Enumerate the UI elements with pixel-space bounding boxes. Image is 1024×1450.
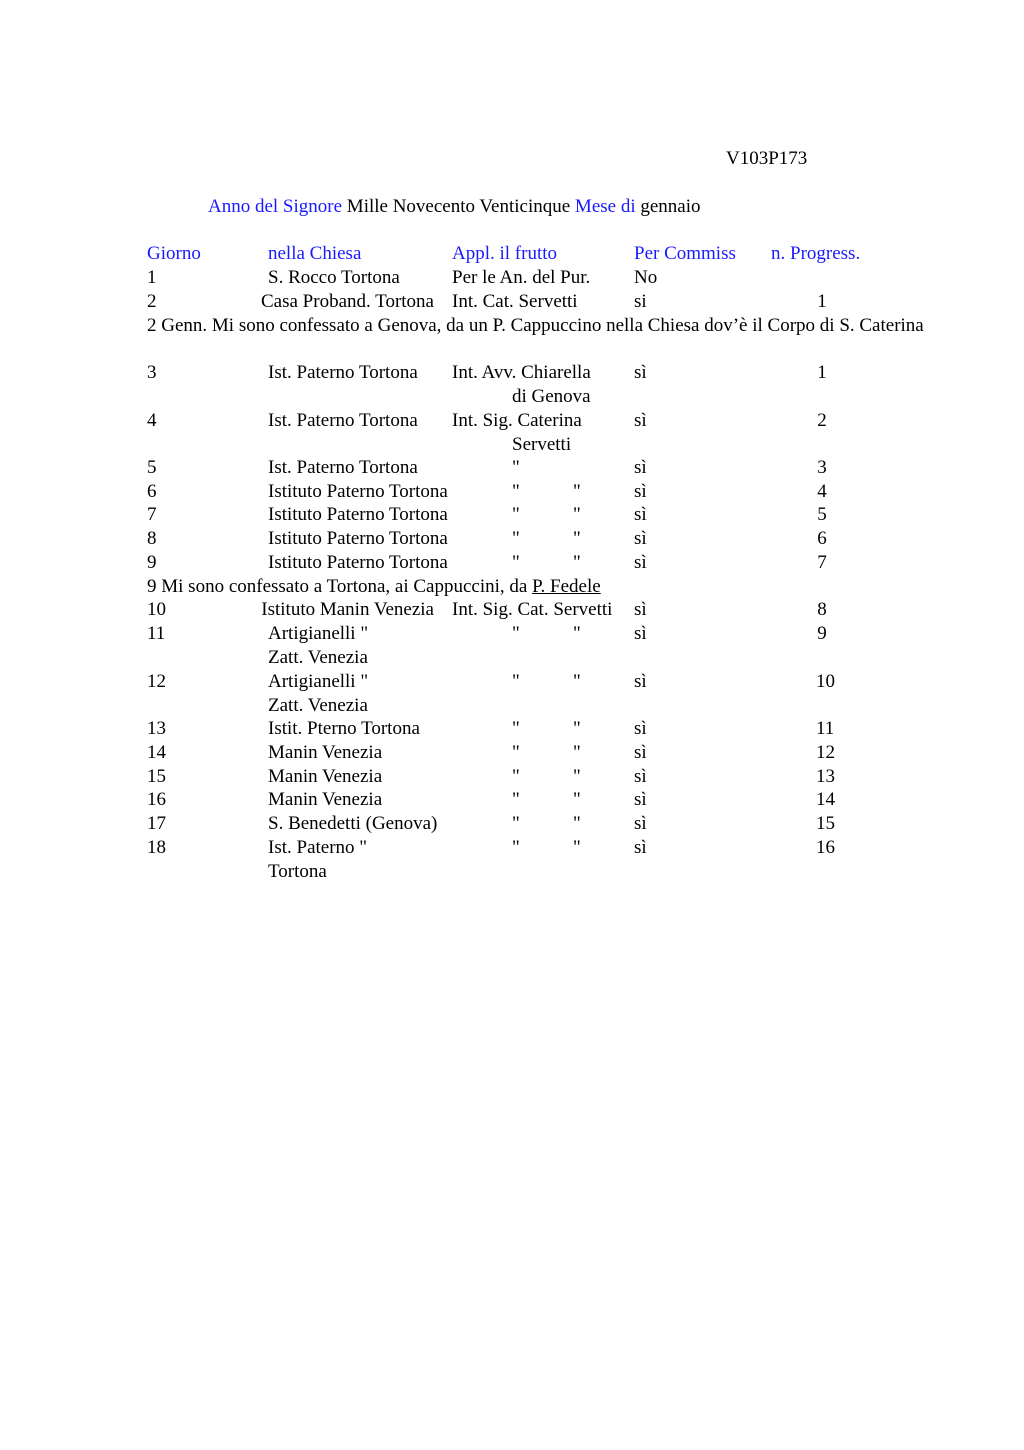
ditto-mark: " <box>512 718 520 739</box>
ditto-mark: " <box>512 528 520 549</box>
cell-chiesa: Ist. Paterno " <box>268 837 368 858</box>
cell-commiss: sì <box>634 362 647 383</box>
cell-commiss: sì <box>634 457 647 478</box>
ditto-mark: " <box>573 552 581 573</box>
cell-giorno: 8 <box>147 528 157 549</box>
cell-progress: 1 <box>817 291 827 312</box>
cell-frutto: Per le An. del Pur. <box>452 267 591 288</box>
cell-commiss: sì <box>634 528 647 549</box>
cell-frutto-continued: Servetti <box>512 434 572 455</box>
ditto-mark: " <box>512 457 520 478</box>
cell-chiesa: Istituto Paterno Tortona <box>268 504 448 525</box>
cell-progress: 15 <box>816 813 835 834</box>
ditto-mark: " <box>573 623 581 644</box>
cell-frutto: Int. Cat. Servetti <box>452 291 578 312</box>
cell-commiss: No <box>634 267 658 288</box>
mese-label: Mese di <box>574 196 636 217</box>
cell-commiss: sì <box>634 599 647 620</box>
cell-chiesa: Manin Venezia <box>268 742 383 763</box>
ditto-mark: " <box>573 718 581 739</box>
cell-chiesa: Manin Venezia <box>268 789 383 810</box>
cell-progress: 14 <box>816 789 835 810</box>
cell-progress: 3 <box>817 457 827 478</box>
cell-giorno: 1 <box>147 267 157 288</box>
cell-giorno: 13 <box>147 718 166 739</box>
ditto-mark: " <box>512 671 520 692</box>
ditto-mark: " <box>512 481 520 502</box>
cell-giorno: 10 <box>147 599 166 620</box>
ditto-mark: " <box>512 742 520 763</box>
cell-commiss: sì <box>634 481 647 502</box>
cell-commiss: sì <box>634 671 647 692</box>
ditto-mark: " <box>512 789 520 810</box>
cell-progress: 13 <box>816 766 835 787</box>
ditto-mark: " <box>573 789 581 810</box>
cell-commiss: si <box>634 291 647 312</box>
anno-value: Mille Novecento Venticinque <box>346 196 571 217</box>
cell-commiss: sì <box>634 552 647 573</box>
cell-progress: 7 <box>817 552 827 573</box>
cell-giorno: 11 <box>147 623 166 644</box>
cell-giorno: 6 <box>147 481 157 502</box>
col-header-frutto: Appl. il frutto <box>452 243 558 264</box>
cell-progress: 12 <box>816 742 835 763</box>
cell-giorno: 18 <box>147 837 166 858</box>
cell-progress: 1 <box>817 362 827 383</box>
cell-chiesa: Istit. Pterno Tortona <box>268 718 420 739</box>
cell-progress: 2 <box>817 410 827 431</box>
document-reference: V103P173 <box>726 148 808 169</box>
col-header-commiss: Per Commiss <box>634 243 736 264</box>
cell-frutto: Int. Sig. Caterina <box>452 410 582 431</box>
confession-note-9 <box>147 575 947 599</box>
ditto-mark: " <box>573 766 581 787</box>
cell-chiesa: Artigianelli " <box>268 623 369 644</box>
cell-chiesa-continued: Zatt. Venezia <box>268 695 368 716</box>
cell-giorno: 17 <box>147 813 166 834</box>
cell-progress: 6 <box>817 528 827 549</box>
cell-giorno: 16 <box>147 789 166 810</box>
ditto-mark: " <box>573 481 581 502</box>
ditto-mark: " <box>512 504 520 525</box>
cell-chiesa: Ist. Paterno Tortona <box>268 410 418 431</box>
cell-progress: 16 <box>816 837 835 858</box>
ditto-mark: " <box>573 528 581 549</box>
cell-progress: 11 <box>816 718 835 739</box>
ditto-mark: " <box>573 837 581 858</box>
cell-chiesa: Istituto Paterno Tortona <box>268 481 448 502</box>
cell-progress: 4 <box>817 481 827 502</box>
note-text: 9 Mi sono confessato a Tortona, ai Cappuccini, da <box>147 576 533 597</box>
cell-giorno: 5 <box>147 457 157 478</box>
cell-chiesa: Manin Venezia <box>268 766 383 787</box>
col-header-giorno: Giorno <box>147 243 201 264</box>
col-header-chiesa: nella Chiesa <box>268 243 362 264</box>
cell-chiesa: Artigianelli " <box>268 671 369 692</box>
cell-chiesa: Ist. Paterno Tortona <box>268 457 418 478</box>
cell-chiesa: Ist. Paterno Tortona <box>268 362 418 383</box>
cell-chiesa-continued: Tortona <box>268 861 327 882</box>
cell-frutto: Int. Sig. Cat. Servetti <box>452 599 613 620</box>
ditto-mark: " <box>573 671 581 692</box>
cell-commiss: sì <box>634 504 647 525</box>
ditto-mark: " <box>512 766 520 787</box>
ditto-mark: " <box>512 837 520 858</box>
cell-chiesa: Istituto Manin Venezia <box>261 599 434 620</box>
cell-frutto-continued: di Genova <box>512 386 591 407</box>
cell-commiss: sì <box>634 813 647 834</box>
cell-commiss: sì <box>634 410 647 431</box>
cell-giorno: 4 <box>147 410 157 431</box>
confessor-name: P. Fedele <box>532 576 601 597</box>
cell-progress: 8 <box>817 599 827 620</box>
cell-chiesa: Istituto Paterno Tortona <box>268 528 448 549</box>
cell-chiesa: Istituto Paterno Tortona <box>268 552 448 573</box>
cell-giorno: 9 <box>147 552 157 573</box>
cell-progress: 5 <box>817 504 827 525</box>
cell-chiesa-continued: Zatt. Venezia <box>268 647 368 668</box>
cell-progress: 10 <box>816 671 835 692</box>
cell-chiesa: S. Benedetti (Genova) <box>268 813 438 834</box>
col-header-progress: n. Progress. <box>771 243 861 264</box>
ditto-mark: " <box>573 742 581 763</box>
anno-label: Anno del Signore <box>208 196 343 217</box>
cell-commiss: sì <box>634 766 647 787</box>
cell-commiss: sì <box>634 623 647 644</box>
cell-chiesa: S. Rocco Tortona <box>268 267 400 288</box>
ditto-mark: " <box>573 504 581 525</box>
mese-value: gennaio <box>640 196 701 217</box>
cell-progress: 9 <box>817 623 827 644</box>
cell-commiss: sì <box>634 837 647 858</box>
ditto-mark: " <box>512 813 520 834</box>
cell-frutto: Int. Avv. Chiarella <box>452 362 591 383</box>
cell-giorno: 12 <box>147 671 166 692</box>
cell-giorno: 3 <box>147 362 157 383</box>
cell-giorno: 14 <box>147 742 166 763</box>
cell-giorno: 2 <box>147 291 157 312</box>
cell-commiss: sì <box>634 742 647 763</box>
ditto-mark: " <box>512 552 520 573</box>
cell-commiss: sì <box>634 718 647 739</box>
cell-giorno: 7 <box>147 504 157 525</box>
ditto-mark: " <box>573 813 581 834</box>
ditto-mark: " <box>512 623 520 644</box>
page-heading <box>208 195 701 219</box>
cell-chiesa: Casa Proband. Tortona <box>261 291 434 312</box>
cell-giorno: 15 <box>147 766 166 787</box>
confession-note: 2 Genn. Mi sono confessato a Genova, da un P. Cappuccino nella Chiesa dov’è il Corpo di S. Caterina <box>147 315 924 336</box>
cell-commiss: sì <box>634 789 647 810</box>
